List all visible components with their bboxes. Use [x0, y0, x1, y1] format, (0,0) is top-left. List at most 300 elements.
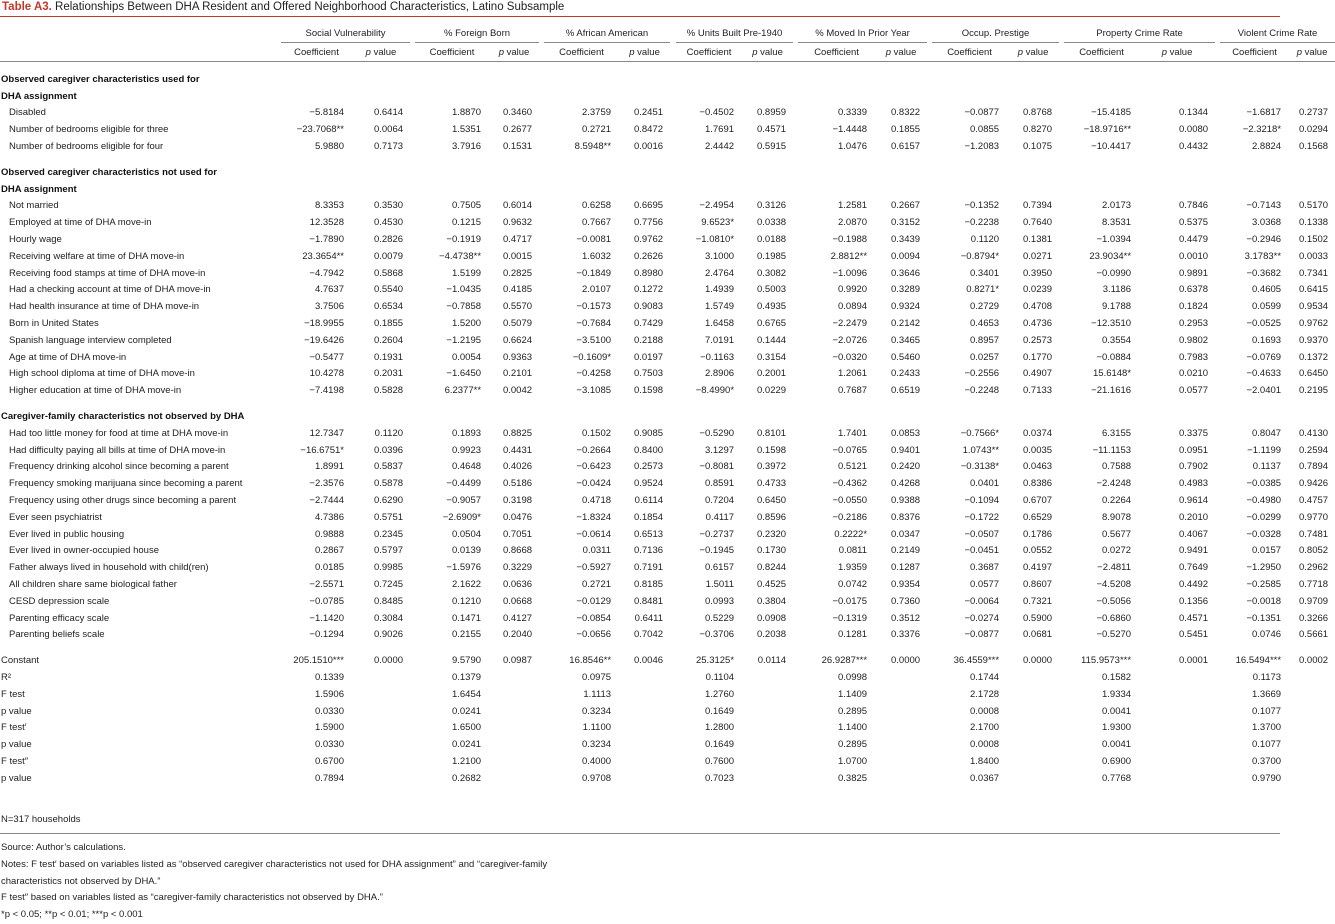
p-value-cell: 0.7983 — [1178, 351, 1209, 363]
statistic-row — [0, 669, 1335, 686]
p-value-cell: 0.0668 — [502, 595, 533, 607]
p-value-cell: 0.4127 — [502, 612, 533, 624]
p-value-cell: 0.5915 — [756, 141, 787, 153]
p-value-cell: 0.1287 — [890, 562, 921, 574]
p-value-cell: 0.1381 — [1022, 234, 1053, 246]
row-label: Father always lived in household with child(ren) — [9, 562, 209, 574]
coefficient-cell: 0.8957 — [969, 334, 1000, 346]
coefficient-cell: 2.4764 — [704, 267, 735, 279]
row-label: Frequency using other drugs since becoming a parent — [9, 495, 237, 507]
coefficient-cell: −0.0129 — [576, 595, 612, 607]
note-line: F test″ based on variables listed as “caregiver-family characteristics not observed by DHA.” — [1, 892, 383, 904]
coefficient-cell: 115.9573*** — [1081, 655, 1132, 667]
coefficient-cell: −0.1919 — [446, 234, 482, 246]
p-value-subheader: p value — [489, 43, 539, 62]
coefficient-cell: −2.6909* — [442, 511, 482, 523]
p-value-cell: 0.1824 — [1178, 301, 1209, 313]
empty-cell — [619, 736, 670, 753]
coefficient-cell: −0.0765 — [832, 444, 868, 456]
table-row — [0, 282, 1335, 299]
p-value-subheader: p value — [1289, 43, 1335, 62]
column-header: Occup. Prestige — [932, 24, 1059, 43]
row-label: Constant — [1, 655, 40, 667]
coefficient-cell: −1.0096 — [832, 267, 868, 279]
coefficient-cell: −0.0884 — [1096, 351, 1132, 363]
row-label: Spanish language interview completed — [9, 334, 172, 346]
p-value-cell: 0.4525 — [756, 579, 787, 590]
p-value-cell: 0.1444 — [756, 334, 787, 346]
p-value-cell: 0.9026 — [373, 629, 404, 641]
empty-cell — [742, 703, 793, 720]
coefficient-cell: −1.6817 — [1246, 107, 1282, 119]
statistic-cell: 1.9334 — [1101, 688, 1132, 700]
table-row — [0, 627, 1335, 644]
p-value-cell: 0.0079 — [373, 250, 404, 262]
statistic-row — [0, 719, 1335, 736]
coefficient-cell: −1.0394 — [1096, 234, 1132, 246]
empty-cell — [1139, 719, 1215, 736]
p-value-cell: 0.0080 — [1178, 124, 1209, 136]
table-row — [0, 121, 1335, 138]
coefficient-cell: 0.2721 — [581, 124, 612, 136]
p-value-cell: 0.1356 — [1178, 595, 1209, 607]
statistic-cell: 0.1339 — [314, 671, 344, 683]
p-value-cell: 0.4185 — [502, 284, 533, 296]
empty-cell — [875, 703, 927, 720]
coefficient-cell: 0.0157 — [1251, 545, 1282, 557]
p-value-cell: 0.2195 — [1298, 385, 1329, 397]
p-value-cell: 0.8244 — [756, 562, 787, 574]
coefficient-cell: −0.3138* — [960, 461, 1000, 473]
coefficient-cell: 12.3528 — [309, 217, 344, 229]
p-value-cell: 0.5878 — [373, 478, 404, 490]
row-label: Frequency smoking marijuana since becoming a parent — [9, 478, 243, 490]
p-value-cell: 0.8481 — [633, 595, 664, 607]
coefficient-cell: 1.5199 — [451, 267, 482, 279]
p-value-cell: 0.0396 — [373, 444, 404, 456]
row-label: Born in United States — [9, 318, 99, 330]
p-value-cell: 0.5003 — [756, 284, 787, 296]
p-value-cell: 0.2826 — [373, 234, 404, 246]
coefficient-cell: 2.8906 — [704, 368, 735, 380]
statistic-cell: 1.8400 — [969, 755, 1000, 767]
p-value-cell: 0.4026 — [502, 461, 533, 473]
coefficient-cell: 36.4559*** — [953, 655, 1000, 667]
p-value-cell: 0.9388 — [890, 495, 921, 507]
coefficient-cell: −0.4980 — [1246, 495, 1282, 507]
table-row — [0, 231, 1335, 248]
p-value-cell: 0.2604 — [373, 334, 404, 346]
row-label: Had a checking account at time of DHA move-in — [9, 284, 211, 296]
coefficient-cell: −0.7684 — [576, 318, 612, 330]
coefficient-subheader: Coefficient — [932, 43, 1007, 62]
coefficient-cell: 15.6148* — [1093, 368, 1132, 380]
coefficient-cell: 0.0993 — [704, 595, 735, 607]
p-value-cell: 0.8485 — [373, 595, 404, 607]
empty-cell — [742, 770, 793, 787]
statistic-cell: 0.0330 — [314, 705, 344, 717]
coefficient-cell: 0.1471 — [451, 612, 482, 624]
empty-cell — [1139, 703, 1215, 720]
statistic-row — [0, 703, 1335, 720]
p-value-cell: 0.9985 — [373, 562, 404, 574]
coefficient-cell: 0.5677 — [1101, 528, 1132, 540]
bottom-rule — [0, 833, 1280, 834]
empty-cell — [619, 770, 670, 787]
p-value-cell: 0.7503 — [633, 368, 664, 380]
section-heading-row — [0, 181, 1335, 198]
coefficient-cell: 0.2721 — [581, 579, 612, 590]
empty-cell — [875, 736, 927, 753]
p-value-cell: 0.5868 — [373, 267, 404, 279]
table-row — [0, 509, 1335, 526]
statistic-cell: 0.0041 — [1101, 705, 1132, 717]
coefficient-cell: 3.1186 — [1102, 284, 1132, 296]
statistic-cell: 0.0975 — [581, 671, 612, 683]
table-row — [0, 366, 1335, 383]
p-value-cell: 0.7481 — [1298, 528, 1329, 540]
p-value-cell: 0.0001 — [1178, 655, 1209, 667]
p-value-cell: 0.3084 — [373, 612, 404, 624]
empty-cell — [1007, 686, 1059, 703]
statistic-cell: 2.1700 — [969, 722, 1000, 734]
coefficient-cell: −4.7942 — [309, 267, 344, 279]
coefficient-cell: 3.7916 — [451, 141, 482, 153]
empty-cell — [1007, 719, 1059, 736]
coefficient-cell: −0.7143 — [1246, 200, 1282, 212]
coefficient-cell: 0.0811 — [838, 545, 868, 557]
coefficient-cell: −0.0854 — [576, 612, 612, 624]
empty-cell — [489, 669, 539, 686]
empty-cell — [1139, 669, 1215, 686]
coefficient-cell: −0.8081 — [699, 461, 735, 473]
row-label: Higher education at time of DHA move-in — [9, 385, 182, 397]
table-row — [0, 382, 1335, 399]
p-value-cell: 0.8185 — [633, 579, 664, 590]
statistic-cell: 0.0008 — [969, 705, 1000, 717]
coefficient-cell: −0.5927 — [576, 562, 612, 574]
p-value-cell: 0.4733 — [756, 478, 787, 490]
p-value-cell: 0.8101 — [756, 427, 787, 439]
coefficient-cell: 1.0476 — [837, 141, 868, 153]
empty-cell — [1289, 703, 1335, 720]
coefficient-cell: 6.2377** — [444, 385, 482, 397]
p-value-cell: 0.3198 — [502, 495, 533, 507]
empty-cell — [489, 736, 539, 753]
empty-cell — [619, 686, 670, 703]
p-value-cell: 0.9524 — [633, 478, 664, 490]
p-value-cell: 0.4983 — [1178, 478, 1209, 490]
p-value-cell: 0.0002 — [1298, 655, 1329, 667]
coefficient-cell: 0.1137 — [1252, 461, 1282, 473]
p-value-cell: 0.7718 — [1298, 579, 1329, 590]
p-value-cell: 0.9709 — [1298, 595, 1329, 607]
p-value-cell: 0.7846 — [1178, 200, 1209, 212]
statistic-cell: 0.6700 — [314, 755, 344, 767]
p-value-cell: 0.2962 — [1298, 562, 1329, 574]
p-value-cell: 0.6157 — [890, 141, 921, 153]
p-value-cell: 0.6534 — [373, 301, 404, 313]
p-value-cell: 0.1120 — [374, 427, 404, 439]
coefficient-cell: −0.0385 — [1246, 478, 1282, 490]
p-value-cell: 0.7173 — [373, 141, 404, 153]
section-heading-row — [0, 164, 1335, 181]
p-value-cell: 0.0239 — [1022, 284, 1053, 296]
coefficient-cell: −10.4417 — [1091, 141, 1132, 153]
coefficient-cell: −2.4248 — [1096, 478, 1132, 490]
coefficient-cell: −0.1988 — [832, 234, 868, 246]
p-value-cell: 0.6415 — [1298, 284, 1329, 296]
p-value-cell: 0.4736 — [1022, 318, 1053, 330]
coefficient-cell: 0.0311 — [582, 545, 612, 557]
p-value-cell: 0.2420 — [890, 461, 921, 473]
p-value-cell: 0.0908 — [756, 612, 787, 624]
p-italic: p — [1017, 46, 1024, 58]
p-value-cell: 0.1598 — [633, 385, 664, 397]
p-italic: p — [885, 46, 892, 58]
coefficient-cell: 8.3353 — [314, 200, 344, 212]
statistic-cell: 0.2895 — [837, 739, 868, 751]
coefficient-cell: −1.4448 — [832, 124, 868, 136]
coefficient-cell: −0.0081 — [576, 234, 612, 246]
p-value-cell: 0.3376 — [890, 629, 921, 641]
spacer-row — [0, 155, 1335, 164]
p-value-cell: 0.4479 — [1178, 234, 1209, 246]
table-row — [0, 559, 1335, 576]
p-value-cell: 0.2031 — [373, 368, 404, 380]
coefficient-cell: 0.5121 — [837, 461, 868, 473]
coefficient-cell: 3.1000 — [704, 250, 735, 262]
statistic-cell: 1.2760 — [704, 688, 735, 700]
p-value-cell: 0.8668 — [502, 545, 533, 557]
column-header: % Foreign Born — [415, 24, 539, 43]
empty-cell — [875, 719, 927, 736]
p-value-cell: 0.0338 — [756, 217, 787, 229]
coefficient-cell: 1.7691 — [704, 124, 735, 136]
note-line: *p < 0.05; **p < 0.01; ***p < 0.001 — [1, 909, 143, 921]
coefficient-cell: 0.1502 — [581, 427, 612, 439]
p-value-cell: 0.3126 — [756, 200, 787, 212]
p-value-cell: 0.7321 — [1022, 595, 1053, 607]
coefficient-cell: 0.6157 — [704, 562, 735, 574]
p-value-cell: 0.5079 — [502, 318, 533, 330]
sample-size-note: N=317 households — [1, 814, 81, 825]
p-value-cell: 0.3465 — [890, 334, 921, 346]
statistic-cell: 0.7023 — [704, 772, 735, 784]
row-label: Ever lived in public housing — [9, 528, 125, 540]
coefficient-cell: −0.4633 — [1246, 368, 1282, 380]
coefficient-cell: −12.3510 — [1091, 318, 1132, 330]
statistic-row — [0, 753, 1335, 770]
table-row — [0, 425, 1335, 442]
p-value-cell: 0.0064 — [373, 124, 404, 136]
column-group-header — [0, 24, 1335, 43]
coefficient-cell: −0.4258 — [576, 368, 612, 380]
p-value-subheader: p value — [875, 43, 927, 62]
empty-cell — [742, 669, 793, 686]
p-value-cell: 0.0229 — [756, 385, 787, 397]
coefficient-cell: 0.0139 — [451, 545, 482, 557]
empty-cell — [352, 669, 410, 686]
p-value-cell: 0.7051 — [502, 528, 533, 540]
coefficient-cell: 0.9923 — [451, 444, 482, 456]
p-value-cell: 0.0035 — [1022, 444, 1053, 456]
coefficient-cell: 1.5200 — [451, 318, 482, 330]
coefficient-cell: 4.7637 — [314, 284, 344, 296]
p-value-cell: 0.3375 — [1178, 427, 1209, 439]
coefficient-cell: −0.0785 — [309, 595, 344, 607]
statistic-row — [0, 686, 1335, 703]
coefficient-cell: 1.7401 — [837, 427, 868, 439]
coefficient-cell: 0.1693 — [1251, 334, 1282, 346]
coefficient-cell: −2.3218* — [1242, 124, 1282, 136]
coefficient-cell: −16.6751* — [300, 444, 344, 456]
statistic-cell: 1.2100 — [451, 755, 482, 767]
statistic-label: R² — [1, 671, 12, 683]
coefficient-cell: 0.3687 — [969, 562, 1000, 574]
p-value-cell: 0.0210 — [1178, 368, 1209, 380]
coefficient-cell: −0.0320 — [832, 351, 868, 363]
p-value-cell: 0.3266 — [1298, 612, 1329, 624]
statistic-label: F test″ — [1, 755, 29, 767]
p-value-cell: 0.0347 — [890, 528, 921, 540]
p-value-cell: 0.3460 — [502, 107, 533, 119]
statistic-cell: 0.1104 — [705, 671, 735, 683]
coefficient-cell: 2.4442 — [704, 141, 735, 153]
p-value-cell: 0.7133 — [1022, 385, 1053, 397]
p-value-cell: 0.5170 — [1298, 200, 1329, 212]
p-value-cell: 0.1770 — [1022, 351, 1053, 363]
column-header: % Moved In Prior Year — [798, 24, 927, 43]
statistic-label: p value — [1, 705, 32, 717]
coefficient-cell: −0.0175 — [832, 595, 868, 607]
empty-cell — [742, 719, 793, 736]
empty-cell — [352, 719, 410, 736]
coefficient-cell: 0.4718 — [581, 495, 612, 507]
table-row — [0, 492, 1335, 509]
coefficient-cell: 26.9287*** — [821, 655, 868, 667]
coefficient-cell: −0.5290 — [699, 427, 735, 439]
p-value-cell: 0.7341 — [1298, 267, 1329, 279]
coefficient-cell: 4.7386 — [314, 511, 344, 523]
coefficient-cell: 2.8812** — [830, 250, 868, 262]
p-value-cell: 0.5540 — [373, 284, 404, 296]
coefficient-cell: −1.8324 — [576, 511, 612, 523]
coefficient-cell: 0.8047 — [1251, 427, 1282, 439]
p-value-cell: 0.9491 — [1178, 545, 1209, 557]
section-heading: DHA assignment — [1, 183, 77, 195]
empty-cell — [352, 753, 410, 770]
p-value-cell: 0.2040 — [502, 629, 533, 641]
coefficient-cell: 1.4939 — [704, 284, 735, 296]
p-value-cell: 0.8322 — [890, 107, 921, 119]
p-italic: p — [1296, 46, 1303, 58]
coefficient-cell: 9.5790 — [451, 655, 482, 667]
p-value-cell: 0.3950 — [1022, 267, 1053, 279]
p-value-cell: 0.7042 — [633, 629, 664, 641]
coefficient-cell: −3.5100 — [576, 334, 612, 346]
coefficient-cell: 0.1281 — [837, 629, 868, 641]
table-row — [0, 349, 1335, 366]
empty-cell — [352, 736, 410, 753]
coefficient-cell: −23.7068** — [296, 124, 344, 136]
coefficient-cell: −0.7858 — [446, 301, 482, 313]
p-value-subheader: p value — [619, 43, 670, 62]
p-value-cell: 0.5570 — [502, 301, 533, 313]
p-value-cell: 0.2010 — [1178, 511, 1209, 523]
coefficient-cell: 0.0577 — [969, 579, 1000, 590]
p-value-cell: 0.3289 — [890, 284, 921, 296]
p-value-cell: 0.4571 — [756, 124, 787, 136]
p-value-cell: 0.7245 — [373, 579, 404, 590]
coefficient-cell: −18.9716** — [1083, 124, 1132, 136]
p-value-subheader: p value — [1007, 43, 1059, 62]
section-heading-row — [0, 88, 1335, 105]
p-value-cell: 0.0197 — [633, 351, 664, 363]
p-value-cell: 0.2594 — [1298, 444, 1329, 456]
p-value-cell: 0.0094 — [890, 250, 921, 262]
p-value-cell: 0.0987 — [502, 655, 533, 667]
p-value-cell: 0.7902 — [1178, 461, 1209, 473]
coefficient-cell: 0.7667 — [581, 217, 612, 229]
coefficient-cell: −1.1420 — [309, 612, 344, 624]
coefficient-cell: −0.2585 — [1246, 579, 1282, 590]
coefficient-cell: 0.2222* — [834, 528, 868, 540]
empty-cell — [1007, 736, 1059, 753]
coefficient-cell: −11.1153 — [1092, 444, 1132, 456]
coefficient-cell: 1.2581 — [837, 200, 868, 212]
p-value-subheader: p value — [742, 43, 793, 62]
p-value-cell: 0.4492 — [1178, 579, 1209, 590]
coefficient-cell: −1.2950 — [1246, 562, 1282, 574]
empty-cell — [742, 753, 793, 770]
p-value-cell: 0.6765 — [756, 318, 787, 330]
p-value-cell: 0.9354 — [890, 579, 921, 590]
coefficient-cell: 0.2867 — [314, 545, 344, 557]
coefficient-cell: 0.7204 — [704, 495, 735, 507]
coefficient-cell: 0.5229 — [704, 612, 735, 624]
coefficient-cell: 0.9920 — [837, 284, 868, 296]
coefficient-cell: −3.1085 — [576, 385, 612, 397]
coefficient-cell: 0.0746 — [1251, 629, 1282, 641]
table-row — [0, 198, 1335, 215]
p-value-cell: 0.2320 — [756, 528, 787, 540]
empty-cell — [489, 753, 539, 770]
statistic-cell: 0.0008 — [969, 739, 1000, 751]
p-value-cell: 0.1272 — [633, 284, 664, 296]
empty-cell — [352, 686, 410, 703]
statistic-cell: 0.1173 — [1252, 671, 1282, 683]
empty-cell — [1289, 719, 1335, 736]
coefficient-cell: 0.0257 — [969, 351, 1000, 363]
empty-cell — [489, 719, 539, 736]
statistic-cell: 0.0241 — [451, 739, 482, 751]
coefficient-cell: 1.6458 — [704, 318, 735, 330]
coefficient-cell: −0.0064 — [964, 595, 1000, 607]
p-value-cell: 0.7191 — [633, 562, 664, 574]
coefficient-cell: −0.6860 — [1096, 612, 1132, 624]
p-value-cell: 0.4268 — [890, 478, 921, 490]
p-value-cell: 0.5460 — [890, 351, 921, 363]
empty-cell — [619, 753, 670, 770]
p-value-cell: 0.0294 — [1298, 124, 1329, 136]
p-value-cell: 0.4717 — [502, 234, 533, 246]
row-label: Ever lived in owner-occupied house — [9, 545, 159, 557]
p-value-cell: 0.0188 — [756, 234, 787, 246]
coefficient-cell: −0.2556 — [964, 368, 1000, 380]
p-value-cell: 0.4067 — [1178, 528, 1209, 540]
coefficient-cell: 0.0272 — [1101, 545, 1132, 557]
